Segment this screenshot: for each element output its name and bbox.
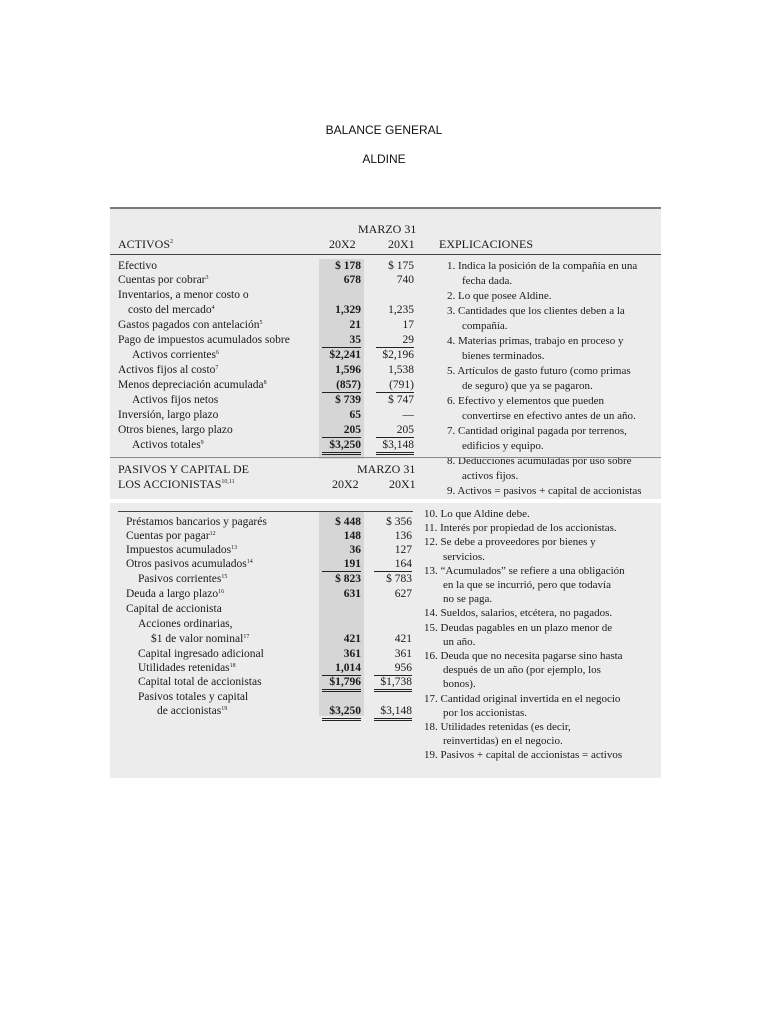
assets-row-value-20x2: 678 <box>343 274 361 286</box>
assets-row-label: Efectivo <box>118 260 157 272</box>
explanation-line: después de un año (por ejemplo, los <box>443 664 601 677</box>
explanation-line: 4. Materias primas, trabajo en proceso y <box>447 335 624 347</box>
assets-row-value-20x1: 17 <box>402 319 414 331</box>
liabilities-row-value-20x1: 956 <box>374 661 412 676</box>
assets-period-label: MARZO 31 <box>358 222 417 236</box>
liabilities-row-value-20x1: $ 356 <box>386 516 412 528</box>
explanation-line: en la que se incurrió, pero que todavía <box>443 579 611 591</box>
assets-row-value-20x1: 1,538 <box>388 364 414 376</box>
assets-row-value-20x1: $2,196 <box>382 349 414 361</box>
assets-row-label: Cuentas por cobrar$^3$ <box>118 274 209 286</box>
assets-row-label: Activos fijos netos <box>132 394 219 406</box>
liabilities-row-label: de accionistas$^{19}$ <box>157 705 228 717</box>
assets-row-value-20x1: $ 747 <box>388 394 414 406</box>
liabilities-row-label: Acciones ordinarias, <box>138 618 233 630</box>
explanation-line: convertirse en efectivo antes de un año. <box>462 410 636 422</box>
assets-panel <box>110 207 661 499</box>
liabilities-row-label: Deuda a largo plazo$^{16}$ <box>126 588 225 600</box>
assets-row-label: Menos depreciación acumulada$^8$ <box>118 379 267 391</box>
liabilities-row-value-20x2: 36 <box>349 544 361 556</box>
liabilities-row-value-20x1: $3,148 <box>374 704 412 721</box>
explanation-line: activos fijos. <box>462 470 519 482</box>
liabilities-row-value-20x1: $1,738 <box>374 675 412 692</box>
explanation-line: 16. Deuda que no necesita pagarse sino hasta <box>424 650 623 662</box>
document-title: BALANCE GENERAL <box>325 123 443 137</box>
explanation-line: edificios y equipo. <box>462 440 544 452</box>
assets-row-value-20x2: $3,250 <box>322 438 361 455</box>
assets-row-value-20x1: $ 175 <box>388 260 414 272</box>
liabilities-heading-line2: LOS ACCIONISTAS$^{10,11}$ <box>118 477 235 491</box>
assets-row-label: Activos corrientes$^6$ <box>132 349 219 361</box>
liabilities-row-label: Otros pasivos acumulados$^{14}$ <box>126 558 253 570</box>
assets-heading: ACTIVOS$^2$ <box>118 237 174 251</box>
explanation-line: 17. Cantidad original invertida en el negocio <box>424 692 621 705</box>
liabilities-col-20x2: 20X2 <box>332 477 359 491</box>
liabilities-row-label: Capital de accionista <box>126 603 222 615</box>
assets-header-rule <box>110 254 661 255</box>
liabilities-row-label: Capital total de accionistas <box>138 676 262 688</box>
liabilities-row-value-20x2: 191 <box>322 557 361 572</box>
liabilities-row-value-20x2: 1,014 <box>322 661 361 676</box>
assets-row-value-20x2: $ 739 <box>335 394 361 406</box>
assets-row-value-20x2: (857) <box>322 378 361 393</box>
liabilities-row-value-20x2: 148 <box>343 530 361 542</box>
liabilities-row-label: Impuestos acumulados$^{13}$ <box>126 544 238 556</box>
assets-row-value-20x1: 740 <box>396 274 414 286</box>
liabilities-row-value-20x2: $ 448 <box>335 516 361 528</box>
assets-row-value-20x1: — <box>402 409 414 421</box>
explanation-line: reinvertidas) en el negocio. <box>443 735 563 748</box>
liabilities-row-value-20x2: 631 <box>343 588 361 600</box>
assets-row-value-20x2: 35 <box>322 333 361 348</box>
assets-row-label: Activos totales$^9$ <box>132 439 204 451</box>
explanation-line: 18. Utilidades retenidas (es decir, <box>424 721 571 733</box>
explanation-line: 13. “Acumulados” se refiere a una obligación <box>424 564 625 577</box>
liabilities-col-20x1: 20X1 <box>389 477 416 491</box>
explanation-line: 6. Efectivo y elementos que pueden <box>447 395 605 407</box>
assets-row-label: Activos fijos al costo$^7$ <box>118 364 219 376</box>
assets-row-value-20x2: 21 <box>349 319 361 331</box>
explanation-line: 1. Indica la posición de la compañía en una <box>447 260 638 272</box>
liabilities-row-value-20x1: 127 <box>394 544 412 556</box>
explanation-line: un año. <box>443 635 476 648</box>
assets-row-value-20x2: $2,241 <box>329 349 361 361</box>
liabilities-row-value-20x1: 421 <box>394 633 412 645</box>
explanation-line: 19. Pasivos + capital de accionistas = activos <box>424 749 623 762</box>
assets-row-label: Gastos pagados con antelación$^5$ <box>118 319 263 331</box>
assets-col-20x1: 20X1 <box>388 237 415 251</box>
liabilities-row-label: $1 de valor nominal$^{17}$ <box>151 633 250 645</box>
liabilities-row-value-20x2: $3,250 <box>322 704 361 721</box>
assets-row-label: Pago de impuestos acumulados sobre <box>118 334 290 346</box>
liabilities-row-value-20x2: $ 823 <box>335 573 361 585</box>
liabilities-row-value-20x1: $ 783 <box>386 573 412 585</box>
liabilities-period-label: MARZO 31 <box>357 462 416 476</box>
liabilities-panel <box>110 503 661 778</box>
assets-row-label: Inventarios, a menor costo o <box>118 289 249 301</box>
explanation-line: bonos). <box>443 678 476 691</box>
liabilities-row-value-20x1: 136 <box>394 530 412 542</box>
assets-row-value-20x1: $3,148 <box>376 438 414 455</box>
explanation-line: no se paga. <box>443 593 493 606</box>
liabilities-row-label: Pasivos totales y capital <box>138 691 249 703</box>
explanation-line: 12. Se debe a proveedores por bienes y <box>424 536 596 549</box>
explanation-line: 15. Deudas pagables en un plazo menor de <box>424 621 613 634</box>
explanation-line: bienes terminados. <box>462 350 545 362</box>
assets-row-value-20x2: 1,329 <box>335 304 361 316</box>
liabilities-row-value-20x1: 361 <box>394 648 412 660</box>
explanation-line: 9. Activos = pasivos + capital de accionistas <box>447 485 642 497</box>
explanations-heading: EXPLICACIONES <box>439 237 534 251</box>
explanation-line: compañía. <box>462 320 508 332</box>
assets-col-20x2: 20X2 <box>329 237 356 251</box>
liabilities-row-label: Pasivos corrientes$^{15}$ <box>138 573 228 585</box>
assets-row-value-20x2: $ 178 <box>335 260 361 272</box>
company-name: ALDINE <box>362 152 406 166</box>
assets-row-value-20x1: 1,235 <box>388 304 414 316</box>
liabilities-heading-line1: PASIVOS Y CAPITAL DE <box>118 462 249 476</box>
liabilities-row-label: Cuentas por pagar$^{12}$ <box>126 530 216 542</box>
assets-row-value-20x1: 29 <box>376 333 414 348</box>
liabilities-row-label: Préstamos bancarios y pagarés <box>126 516 267 528</box>
liabilities-row-label: Utilidades retenidas$^{18}$ <box>138 662 236 674</box>
liabilities-row-value-20x2: $1,796 <box>322 675 361 692</box>
assets-row-value-20x2: 1,596 <box>335 364 361 376</box>
assets-row-value-20x2: 205 <box>322 423 361 438</box>
explanation-line: 14. Sueldos, salarios, etcétera, no pagados. <box>424 607 613 620</box>
liabilities-row-value-20x1: 627 <box>394 588 412 600</box>
assets-row-label: costo del mercado$^4$ <box>128 304 215 316</box>
explanation-line: 7. Cantidad original pagada por terrenos, <box>447 425 627 437</box>
explanation-line: 5. Artículos de gasto futuro (como primas <box>447 365 631 377</box>
assets-row-label: Otros bienes, largo plazo <box>118 424 233 436</box>
explanation-line: 2. Lo que posee Aldine. <box>447 290 552 302</box>
explanation-line: 11. Interés por propiedad de los accionistas. <box>424 522 617 535</box>
explanation-line: 8. Deducciones acumuladas por uso sobre <box>447 455 632 467</box>
assets-row-label: Inversión, largo plazo <box>118 409 219 421</box>
assets-row-value-20x1: (791) <box>376 378 414 393</box>
assets-row-value-20x2: 65 <box>349 409 361 421</box>
liabilities-top-rule <box>118 511 413 512</box>
assets-row-value-20x1: 205 <box>376 423 414 438</box>
explanation-line: por los accionistas. <box>443 706 528 719</box>
liabilities-row-label: Capital ingresado adicional <box>138 648 264 660</box>
liabilities-row-value-20x2: 421 <box>343 633 361 645</box>
explanation-line: fecha dada. <box>462 275 513 287</box>
liabilities-header-rule-top <box>110 457 661 458</box>
explanation-line: servicios. <box>443 550 485 563</box>
liabilities-row-value-20x2: 361 <box>343 648 361 660</box>
explanation-line: de seguro) que ya se pagaron. <box>462 380 593 392</box>
liabilities-row-value-20x1: 164 <box>374 557 412 572</box>
explanation-line: 3. Cantidades que los clientes deben a la <box>447 305 625 317</box>
explanation-line: 10. Lo que Aldine debe. <box>424 508 530 520</box>
